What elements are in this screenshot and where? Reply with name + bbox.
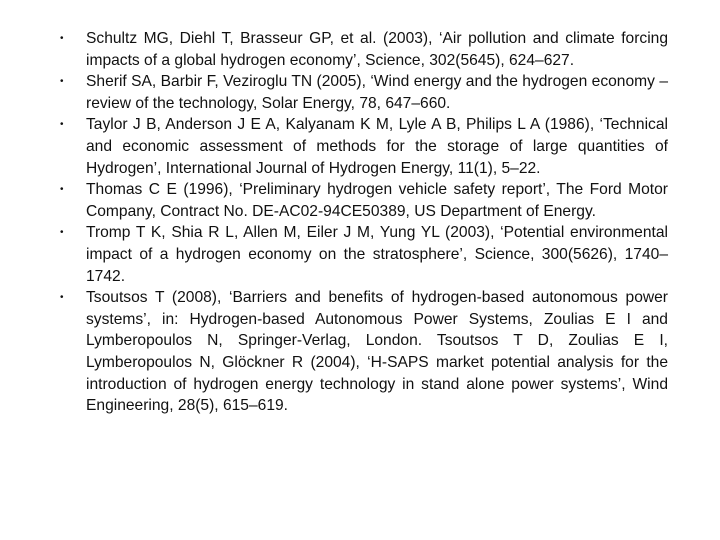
bullet-icon: •	[60, 33, 64, 44]
reference-item	[60, 114, 668, 179]
bullet-icon: •	[60, 184, 64, 196]
reference-item	[60, 28, 668, 71]
bullet-icon: •	[60, 119, 64, 131]
reference-text: Thomas C E (1996), ‘Preliminary hydrogen vehicle safety report’, The Ford Motor Company, Contract No. DE-AC02-94CE50389, US Department of Energy.	[86, 181, 668, 220]
reference-item	[60, 179, 668, 222]
reference-text: Taylor J B, Anderson J E A, Kalyanam K M, Lyle A B, Philips L A (1986), ‘Technical and economic assessment of methods for the storage of large quantities of Hydrogen’, International Journal of Hydrogen Energy, 11(1), 5–22.	[86, 116, 668, 177]
reference-list	[60, 28, 668, 417]
reference-item	[60, 287, 668, 417]
bullet-icon: •	[60, 227, 64, 239]
reference-text: Schultz MG, Diehl T, Brasseur GP, et al. (2003), ‘Air pollution and climate forcing impacts of a global hydrogen economy’, Science, 302(5645), 624–627.	[86, 30, 668, 69]
reference-text: Sherif SA, Barbir F, Veziroglu TN (2005), ‘Wind energy and the hydrogen economy – review of the technology, Solar Energy, 78, 647–660.	[86, 73, 668, 112]
bullet-icon: •	[60, 292, 64, 304]
reference-item	[60, 71, 668, 114]
reference-text: Tromp T K, Shia R L, Allen M, Eiler J M, Yung YL (2003), ‘Potential environmental impact of a hydrogen economy on the stratosphere’, Science, 300(5626), 1740–1742.	[86, 224, 668, 285]
reference-text: Tsoutsos T (2008), ‘Barriers and benefits of hydrogen-based autonomous power systems’, in: Hydrogen-based Autonomous Power Systems, Zoulias E I and Lymberopoulos N, Springer-Verlag, London. Tsoutsos T D, Zoulias E I, Lymberopoulos N, Glöckner R (2004), ‘H-SAPS market potential analysis for the introduction of hydrogen energy technology in stand alone power systems’, Wind Engineering, 28(5), 615–619.	[86, 289, 668, 415]
reference-item	[60, 222, 668, 287]
bullet-icon: •	[60, 76, 64, 88]
